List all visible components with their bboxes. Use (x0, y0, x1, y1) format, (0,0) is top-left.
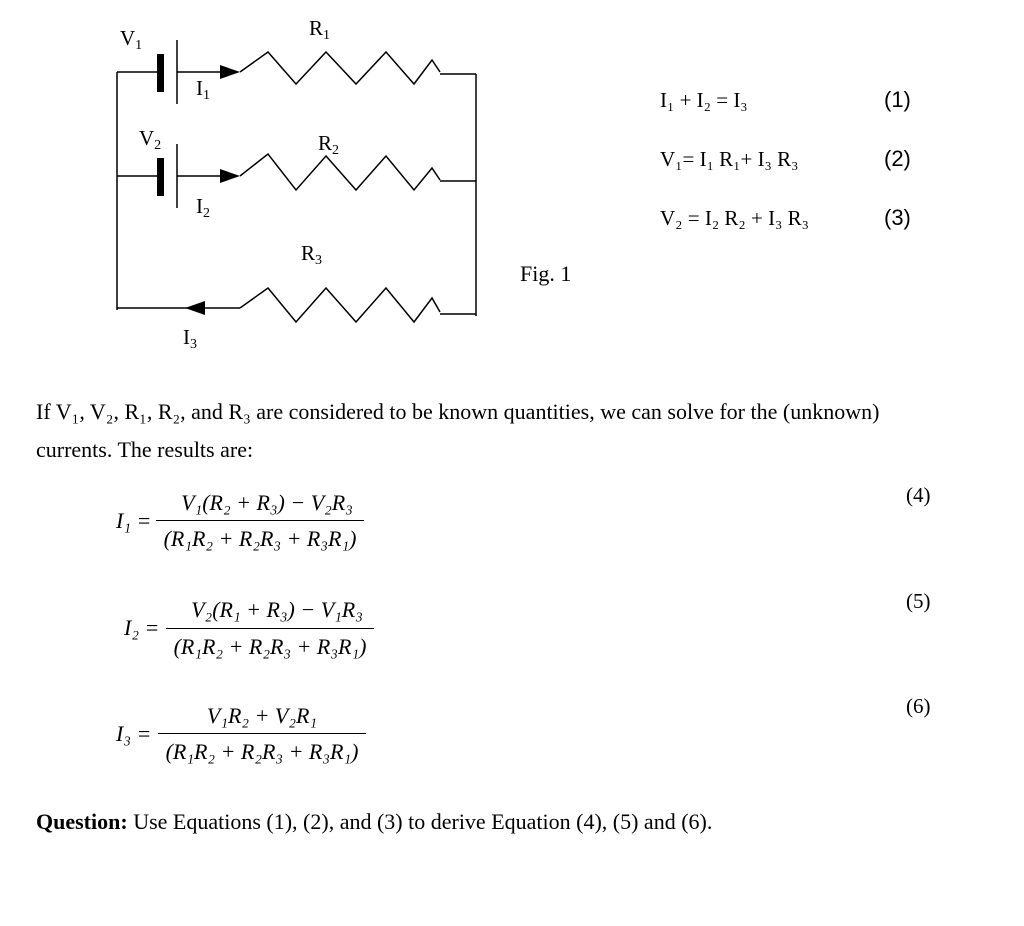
label-i3: I3 (183, 325, 197, 352)
equation-1-number: (1) (884, 87, 911, 112)
equation-3: V₂ = I₂ R₂ + I₃ R₃ (660, 206, 809, 230)
solution-5-numerator: V₂(R₁ + R₃) − V₁R₃ (191, 597, 363, 622)
solution-6-fraction-bar (158, 733, 366, 734)
solution-4-numerator: V₁(R₂ + R₃) − V₂R₃ (181, 490, 353, 515)
label-v1: V1 (120, 26, 143, 53)
resistor-r2 (240, 154, 440, 190)
resistor-r3 (240, 288, 440, 322)
resistor-r1 (240, 52, 440, 84)
solution-4-lhs: I₁ = (116, 508, 152, 533)
solution-5-lhs: I₂ = (124, 615, 160, 640)
arrow-i3-icon (185, 301, 205, 315)
solution-4-fraction-bar (156, 520, 364, 521)
label-i2: I2 (196, 194, 210, 221)
equation-2-number: (2) (884, 146, 911, 171)
arrow-i2-icon (220, 169, 240, 183)
question (36, 809, 712, 835)
label-r2: R2 (318, 131, 340, 158)
solution-5-number: (5) (906, 589, 931, 613)
solution-5-denominator: (R₁R₂ + R₂R₃ + R₃R₁) (173, 634, 367, 659)
figure-label: Fig. 1 (520, 261, 572, 286)
equation-3-number: (3) (884, 205, 911, 230)
battery-v1 (157, 40, 177, 104)
solution-4-denominator: (R₁R₂ + R₂R₃ + R₃R₁) (163, 526, 357, 551)
arrow-i1-icon (220, 65, 240, 79)
equation-1: I₁ + I₂ = I₃ (660, 88, 748, 112)
intro-paragraph: If V₁, V₂, R₁, R₂, and R₃ are considered to be known quantities, we can solve for the (unknown) currents. The results are: (36, 399, 880, 462)
question-text: Use Equations (1), (2), and (3) to derive Equation (4), (5) and (6). (127, 809, 713, 834)
label-r3: R3 (301, 241, 323, 268)
solution-6-lhs: I₃ = (116, 721, 152, 746)
solution-6-numerator: V₁R₂ + V₂R₁ (206, 703, 318, 728)
label-i1: I1 (196, 76, 210, 103)
equation-2: V₁= I₁ R₁+ I₃ R₃ (660, 147, 799, 171)
battery-v2 (157, 144, 177, 208)
solution-5-fraction-bar (166, 628, 374, 629)
solution-4-number: (4) (906, 483, 931, 507)
circuit-diagram (0, 0, 600, 360)
question-label: Question: (36, 809, 128, 834)
solution-6-number: (6) (906, 694, 931, 718)
label-v2: V2 (139, 126, 162, 153)
solution-6-denominator: (R₁R₂ + R₂R₃ + R₃R₁) (165, 739, 359, 764)
label-r1: R1 (309, 16, 331, 43)
